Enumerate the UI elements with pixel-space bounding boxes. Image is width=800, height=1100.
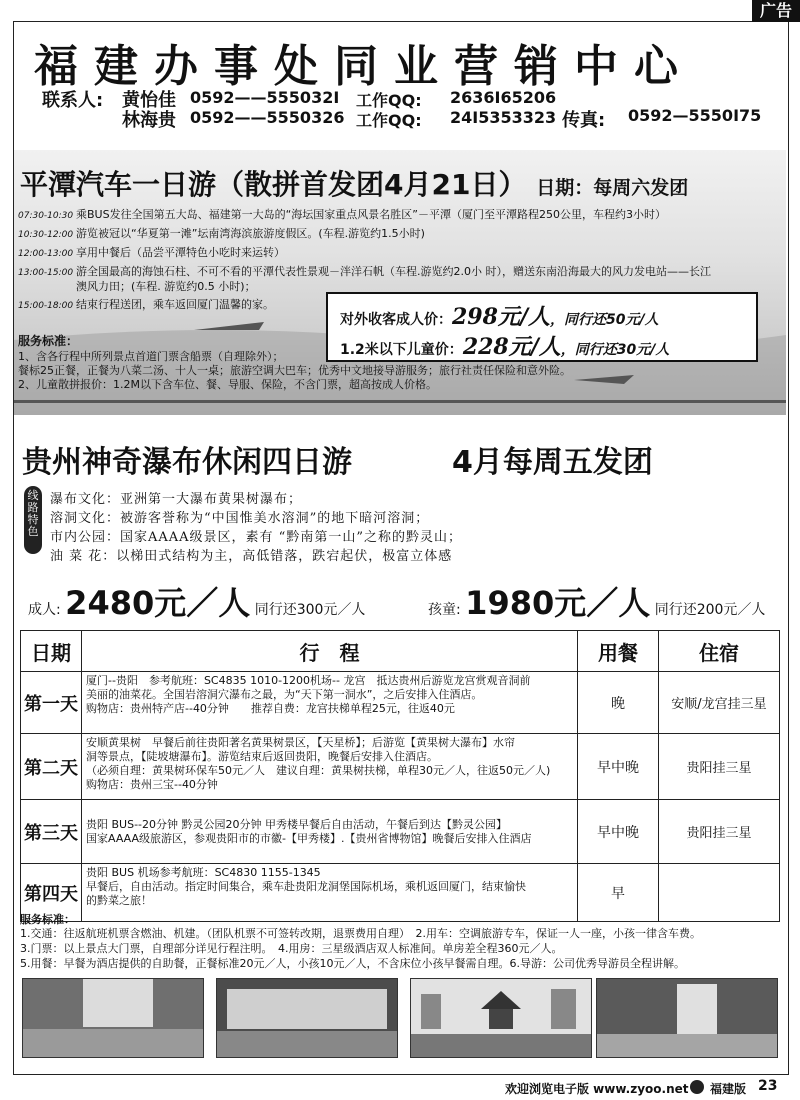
tour1-title-row xyxy=(20,163,688,203)
section-divider xyxy=(14,400,786,403)
logo-icon xyxy=(690,1080,704,1094)
page-title: 福建办事处同业营销中心 xyxy=(34,41,694,92)
contact-phone-2: 0592——5550326 xyxy=(190,108,345,127)
itinerary-item: 10:30-12:00 游览被冠以“华夏第一滩”坛南湾海滨旅游度假区。(车程.游览约1.5小时) xyxy=(18,227,425,240)
child-price-row: 1.2米以下儿童价：228元/人，同行还30元/人 xyxy=(340,334,670,360)
contact-qq-1: 2636I65206 xyxy=(450,88,557,107)
tour2-child-price: 孩童: 1980元／人 同行还200元／人 xyxy=(428,584,766,622)
itinerary-item: 15:00-18:00 结束行程送团，乘车返回厦门温馨的家。 xyxy=(18,298,274,311)
tour1-title: 平潭汽车一日游（散拼首发团4月21日） xyxy=(20,168,527,201)
contact-name-2: 林海贵 xyxy=(122,110,176,131)
route-feature-label: 线路特色 xyxy=(24,486,42,554)
tour1-date-note: 日期：每周六发团 xyxy=(536,177,689,199)
header-meals: 用餐 xyxy=(578,631,659,672)
tour2-service-lines: 1.交通：往返航班机票含燃油、机建。（团队机票不可签转改期，退票费用自理） 2.用车：空调旅游专车，保证一人一座，小孩一律含车费。 3.门票：以上景点大门票，自理部分详见行程注明。 4.用房：三星级酒店双人标准间。单房差全程360元／人。 5.用餐：早餐为酒店提供的自助餐，正餐标准20元／人，小孩10元／人，不含床位小孩早餐需自理。6.导游：公司优秀导游员全程讲解。 xyxy=(20,927,701,970)
feature-flowers: 油 菜 花：以梯田式结构为主，高低错落，跌宕起伏，极富立体感 xyxy=(50,549,453,564)
waterfall-photo-3 xyxy=(596,978,778,1058)
contact-name-1: 黄怡佳 xyxy=(122,90,176,111)
table-row: 第四天 贵阳 BUS 机场参考航班：SC4830 1155-1345 早餐后，自由活动。指定时间集合，乘车赴贵阳龙洞堡国际机场，乘机返回厦门，结束愉快 的黔菜之旅！ 早 xyxy=(21,864,780,922)
footer-text: 欢迎浏览电子版 www.zyoo.net xyxy=(505,1082,689,1096)
table-row: 第一天 厦门--贵阳 参考航班：SC4835 1010-1200机场-- 龙宫 抵达贵州后游览龙宫赏观音洞前 美丽的油菜花。全国岩溶洞穴瀑布之最，为“天下第一洞水”，之后安排入住酒店。 购物店：贵州特产店--40分钟 推荐自费：龙宫扶梯单程25元，往返40元 晚 安顺/龙宫挂三星 xyxy=(21,672,780,734)
itinerary-item: 07:30-10:30 乘BUS发往全国第五大岛、福建第一大岛的“海坛国家重点风景名胜区”－平潭（厦门至平潭路程250公里，车程约3小时） xyxy=(18,208,666,221)
itinerary-item: 12:00-13:00 享用中餐后（品尝平潭特色小吃时来运转） xyxy=(18,246,285,259)
table-header-row xyxy=(21,631,780,672)
page-number: 23 xyxy=(758,1078,778,1094)
tour1-service-title: 服务标准： xyxy=(18,334,79,348)
itinerary-item: 13:00-15:00 游全国最高的海蚀石柱、不可不看的平潭代表性景观－泮洋石帆（车程.游览约2.0小 时），赠送东南沿海最大的风力发电站——长江 xyxy=(18,265,711,278)
waterfall-photo-2 xyxy=(216,978,398,1058)
header-lodging: 住宿 xyxy=(659,631,780,672)
tour2-date-note: 4月每周五发团 xyxy=(452,445,653,480)
adult-price-row: 对外收客成人价：298元/人，同行还50元/人 xyxy=(340,304,659,330)
fax-number: 0592—5550I75 xyxy=(628,106,762,125)
itinerary-item: 澳风力田；(车程. 游览约0.5 小时)； xyxy=(76,280,256,293)
contact-qq-label-2: 工作QQ: xyxy=(356,111,422,130)
contact-qq-2: 24I5353323 xyxy=(450,108,557,127)
fax-label: 传真: xyxy=(562,110,606,131)
header-date: 日期 xyxy=(21,631,82,672)
contact-qq-label-1: 工作QQ: xyxy=(356,91,422,110)
ad-tag: 广告 xyxy=(752,0,800,22)
itinerary-table xyxy=(20,630,780,922)
feature-waterfall: 瀑布文化：亚洲第一大瀑布黄果树瀑布； xyxy=(50,492,303,507)
table-row: 第三天 贵阳 BUS--20分钟 黔灵公园20分钟 甲秀楼早餐后自由活动，午餐后到达【黔灵公园】 国家AAAA级旅游区，参观贵阳市的市徽-【甲秀楼】.【贵州省博物馆】晚餐后安排入住酒店 早中晚 贵阳挂三星 xyxy=(21,800,780,864)
contact-label: 联系人: xyxy=(42,90,104,111)
waterfall-photo-1 xyxy=(22,978,204,1058)
tour2-title: 贵州神奇瀑布休闲四日游 xyxy=(22,445,352,480)
table-row: 第二天 安顺黄果树 早餐后前往贵阳著名黄果树景区，【天星桥】；后游览【黄果树大瀑布】水帘 洞等景点，【陡坡塘瀑布】。游览结束后返回贵阳，晚餐后安排入住酒店。 （必须自理：黄果树环保车50元／人 建议自理：黄果树扶梯，单程30元／人，往返50元／人) 购物店：贵州三宝--40分钟 早中晚 贵阳挂三星 xyxy=(21,734,780,800)
pavilion-photo xyxy=(410,978,592,1058)
tour1-service-lines: 1、含各行程中所列景点首道门票含船票（自理除外）； 餐标25正餐，正餐为八菜二汤、十人一桌；旅游空调大巴车；优秀中文地接导游服务；旅行社责任保险和意外险。 2、儿童散拼报价：1.2M以下含车位、餐、导服、保险，不含门票，超高按成人价格。 xyxy=(18,350,571,391)
header-itinerary: 行 程 xyxy=(82,631,578,672)
tour2-service-title: 服务标准： xyxy=(20,913,75,926)
feature-park: 市内公园：国家AAAA级景区，素有 “黔南第一山”之称的黔灵山； xyxy=(50,530,462,545)
footer-edition: 福建版 xyxy=(710,1082,747,1096)
contact-phone-1: 0592——555032I xyxy=(190,88,340,107)
tour2-adult-price: 成人: 2480元／人 同行还300元／人 xyxy=(28,584,366,622)
feature-cave: 溶洞文化：被游客誉称为“中国惟美水溶洞”的地下暗河溶洞； xyxy=(50,511,430,526)
